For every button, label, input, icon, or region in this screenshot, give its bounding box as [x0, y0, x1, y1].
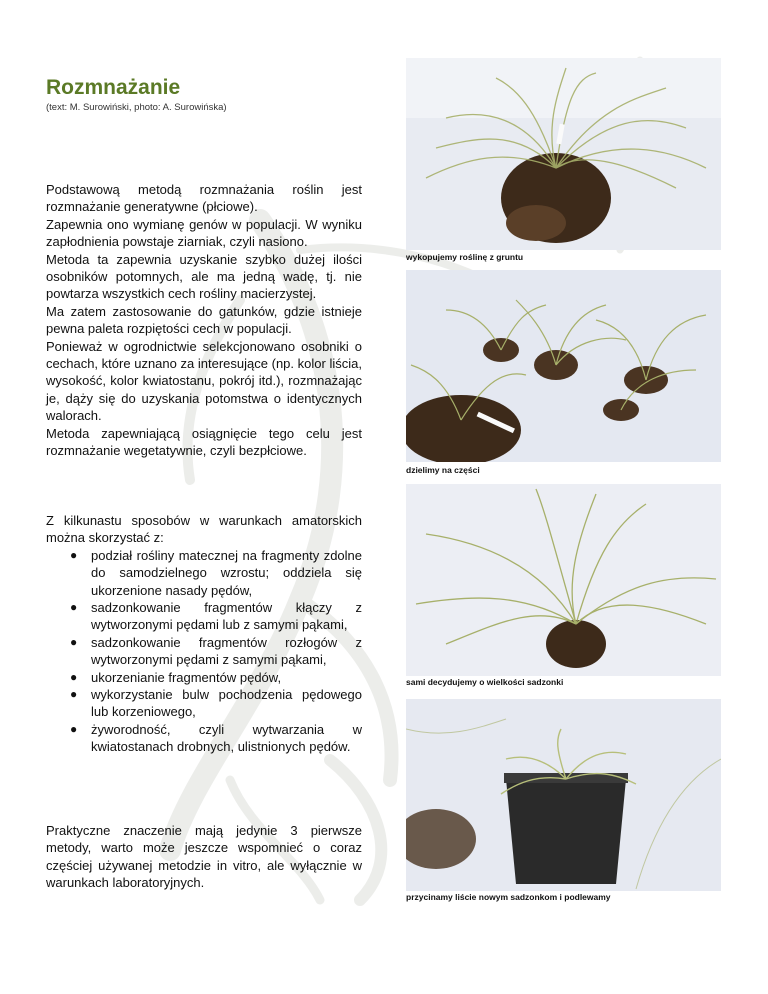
page-title: Rozmnażanie: [46, 76, 181, 99]
photo-dug-plant: [406, 58, 721, 250]
photo-caption: sami decydujemy o wielkości sadzonki: [406, 677, 564, 687]
photo-caption: wykopujemy roślinę z gruntu: [406, 252, 524, 262]
photo-single-division: [406, 484, 721, 676]
bullet-icon: ●: [70, 547, 78, 562]
list-item: [70, 599, 362, 634]
list-item: [70, 686, 362, 721]
photo-potted-plant: [406, 699, 721, 891]
list-item-text: żyworodność, czyli wytwarzania w kwiatostanach drobnych, ulistnionych pędów.: [91, 721, 362, 755]
list-item-text: wykorzystanie bulw pochodzenia pędowego lub korzeniowego,: [91, 687, 362, 720]
author-credit: (text: M. Surowiński, photo: A. Surowińska): [46, 102, 227, 113]
list-item-text: sadzonkowanie fragmentów rozłogów z wytworzonymi pędami z samymi pąkami,: [91, 634, 362, 668]
list-item: [70, 669, 362, 686]
intro-paragraph: Ma zatem zastosowanie do gatunków, gdzie istnieje pewna paleta rozpiętości cech w populacji.: [46, 303, 362, 337]
list-item: [70, 547, 362, 599]
outro-paragraph: Praktyczne znaczenie mają jedynie 3 pierwsze metody, warto może jeszcze wspomnieć o coraz częściej używanej metodzie in vitro, ale wyłącznie w warunkach laboratoryjnych.: [46, 823, 362, 891]
list-item-text: ukorzenianie fragmentów pędów,: [91, 669, 282, 685]
photo-caption: przycinamy liście nowym sadzonkom i podlewamy: [406, 892, 611, 902]
intro-paragraph: Ponieważ w ogrodnictwie selekcjonowano osobniki o cechach, które uznano za interesujące (np. kolor liścia, wysokość, kolor kwiatostanu, pokrój itd.), rozmnażając je, dąży się do uzyskania potomstwa o identycznych walorach.: [46, 338, 362, 424]
intro-paragraph: Podstawową metodą rozmnażania roślin jest rozmnażanie generatywne (płciowe).: [46, 182, 362, 215]
intro-paragraph: Zapewnia ono wymianę genów w populacji. W wyniku zapłodnienia powstaje ziarniak, czyli nasiono.: [46, 216, 362, 250]
list-item: [70, 721, 362, 756]
photo-divided-parts: [406, 270, 721, 462]
bullet-icon: ●: [70, 669, 78, 684]
intro-paragraph: Metoda zapewniającą osiągnięcie tego celu jest rozmnażanie wegetatywnie, czyli bezpłciowe.: [46, 425, 362, 459]
bullet-icon: ●: [70, 687, 78, 702]
list-item: [70, 634, 362, 669]
intro-paragraph: Metoda ta zapewnia uzyskanie szybko dużej ilości osobników potomnych, ale ma jedną wadę, tj. nie powtarza wszystkich cech rośliny macierzystej.: [46, 251, 362, 302]
methods-list: [46, 547, 362, 756]
bullet-icon: ●: [70, 634, 78, 649]
bullet-icon: ●: [70, 721, 78, 736]
list-item-text: sadzonkowanie fragmentów kłączy z wytworzonymi pędami lub z samymi pąkami,: [91, 600, 362, 633]
methods-intro: Z kilkunastu sposobów w warunkach amatorskich można skorzystać z:: [46, 513, 362, 546]
photo-caption: dzielimy na części: [406, 465, 480, 475]
list-item-text: podział rośliny matecznej na fragmenty zdolne do samodzielnego wzrostu; oddziela się ukorzenione nasady pędów,: [91, 547, 362, 598]
intro-section: [46, 181, 362, 460]
outro-section: [46, 822, 362, 892]
methods-section: [46, 512, 362, 756]
bullet-icon: ●: [70, 600, 78, 615]
